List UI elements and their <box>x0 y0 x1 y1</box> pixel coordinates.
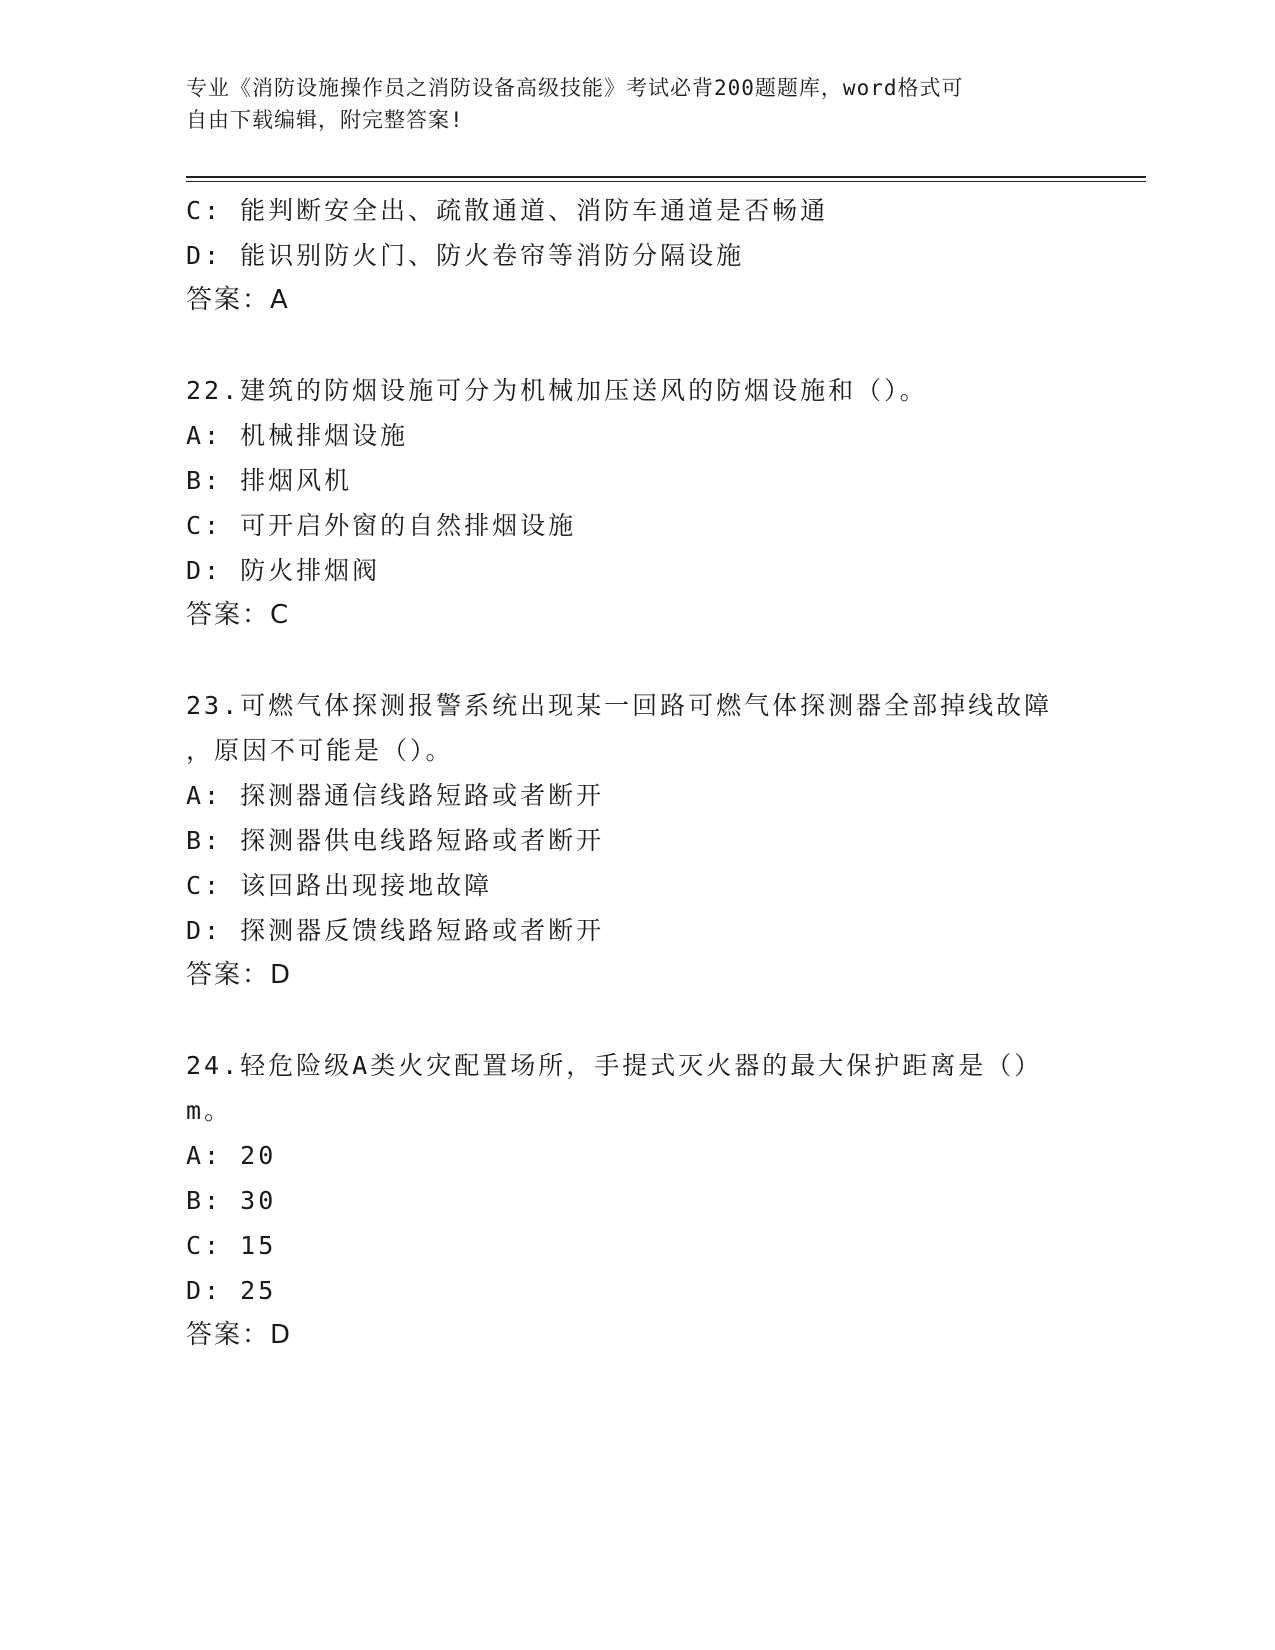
answer-line: 答案：D <box>186 960 293 990</box>
option-c: C: 该回路出现接地故障 <box>186 871 493 900</box>
header-line-1: 专业《消防设施操作员之消防设备高级技能》考试必背200题题库，word格式可 <box>186 76 964 100</box>
option-c: C: 可开启外窗的自然排烟设施 <box>186 511 577 540</box>
header-divider-thin <box>186 181 1146 182</box>
option-b: B: 探测器供电线路短路或者断开 <box>186 826 605 855</box>
question-23 <box>186 683 1086 998</box>
question-stem: 23.可燃气体探测报警系统出现某一回路可燃气体探测器全部掉线故障 <box>186 691 1053 720</box>
option-c: C: 能判断安全出、疏散通道、消防车通道是否畅通 <box>186 196 829 225</box>
option-a: A: 20 <box>186 1141 277 1170</box>
option-d: D: 探测器反馈线路短路或者断开 <box>186 916 605 945</box>
option-d: D: 防火排烟阀 <box>186 556 381 585</box>
answer-line: 答案：C <box>186 600 291 630</box>
question-24 <box>186 1043 1086 1358</box>
question-22 <box>186 368 1086 638</box>
option-b: B: 30 <box>186 1186 277 1215</box>
spacer <box>186 998 1086 1043</box>
option-b: B: 排烟风机 <box>186 466 353 495</box>
question-list <box>186 188 1086 1358</box>
question-21-tail <box>186 188 1086 323</box>
document-header <box>186 72 1066 136</box>
answer-line: 答案：A <box>186 285 290 315</box>
option-d: D: 25 <box>186 1276 277 1305</box>
header-line-2: 自由下载编辑，附完整答案! <box>186 108 464 132</box>
question-stem-continued: m。 <box>186 1096 233 1125</box>
option-a: A: 机械排烟设施 <box>186 421 409 450</box>
answer-line: 答案：D <box>186 1320 293 1350</box>
spacer <box>186 323 1086 368</box>
question-stem: 24.轻危险级A类火灾配置场所，手提式灭火器的最大保护距离是（） <box>186 1051 1043 1080</box>
spacer <box>186 638 1086 683</box>
header-divider-thick <box>186 176 1146 178</box>
question-stem-continued: ，原因不可能是（）。 <box>186 736 454 765</box>
option-d: D: 能识别防火门、防火卷帘等消防分隔设施 <box>186 241 745 270</box>
option-a: A: 探测器通信线路短路或者断开 <box>186 781 605 810</box>
option-c: C: 15 <box>186 1231 277 1260</box>
question-stem: 22.建筑的防烟设施可分为机械加压送风的防烟设施和（）。 <box>186 376 928 405</box>
